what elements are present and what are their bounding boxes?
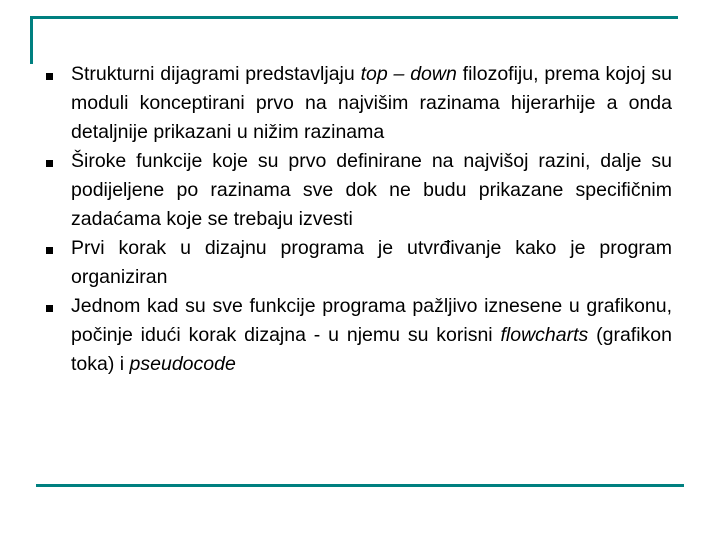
slide-bottom-rule [36, 484, 684, 487]
bullet-text [71, 234, 672, 292]
square-bullet-icon [46, 247, 53, 254]
text-run: Strukturni dijagrami predstavljaju [71, 63, 361, 85]
slide-frame-left-line [30, 16, 33, 64]
bullet-item-4 [40, 292, 672, 379]
bullet-text [71, 292, 672, 379]
text-run-italic: flowcharts [500, 324, 589, 346]
slide-frame-top-line [30, 16, 678, 19]
bullet-text [71, 147, 672, 234]
slide-content [40, 60, 672, 379]
square-bullet-icon [46, 73, 53, 80]
bullet-item-3 [40, 234, 672, 292]
bullet-text [71, 60, 672, 147]
text-run: (grafikon toka) i [71, 324, 672, 375]
text-run: Široke funkcije koje su prvo definirane na najvišoj razini, dalje su podijeljene po razinama sve dok ne budu prikazane specifičnim zadaćama koje se trebaju izvesti [71, 150, 672, 230]
text-run: Prvi korak u dizajnu programa je utvrđivanje kako je program organiziran [71, 237, 672, 288]
text-run: filozofiju, prema kojoj su moduli konceptirani prvo na najvišim razinama hijerarhije a onda detaljnije prikazani u nižim razinama [71, 63, 673, 143]
text-run: Jednom kad su sve funkcije programa pažljivo iznesene u grafikonu, počinje idući korak dizajna - u njemu su korisni [71, 295, 672, 346]
square-bullet-icon [46, 305, 53, 312]
bullet-item-1 [40, 60, 672, 147]
text-run-italic: pseudocode [129, 353, 236, 375]
bullet-item-2 [40, 147, 672, 234]
square-bullet-icon [46, 160, 53, 167]
text-run-italic: top – down [360, 63, 457, 85]
